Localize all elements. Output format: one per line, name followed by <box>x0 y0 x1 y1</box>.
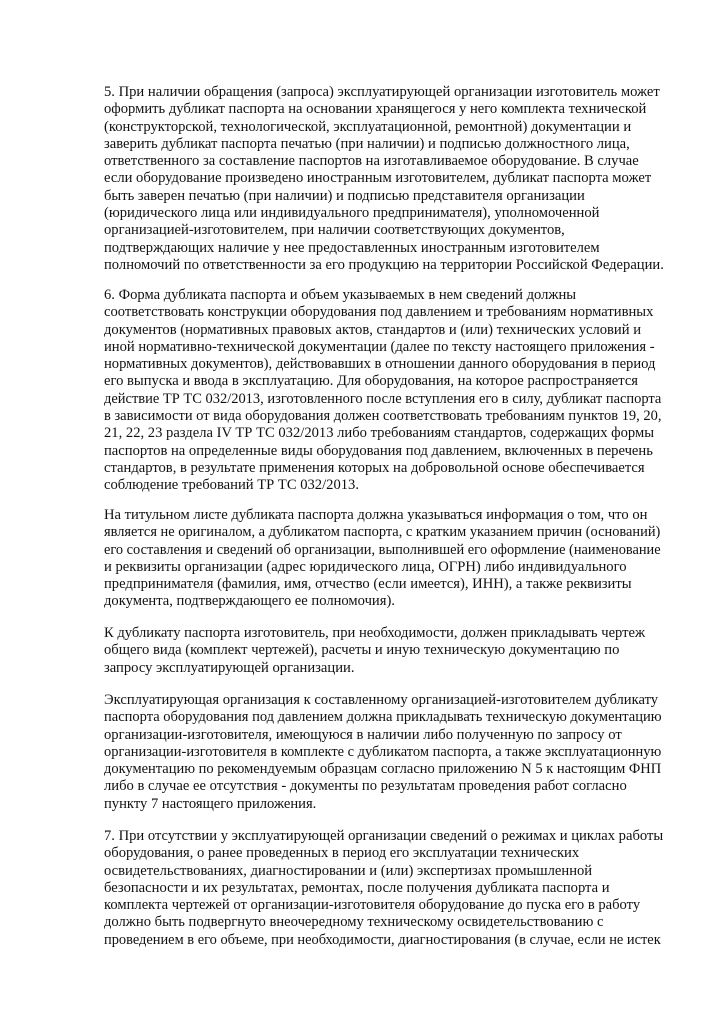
text-line: стандартов, в результате применения которых на добровольной основе обеспечивается <box>104 459 645 476</box>
text-line: соответствовать конструкции оборудования под давлением и требованиям нормативных <box>104 304 654 321</box>
text-line: (юридического лица или индивидуального предпринимателя), уполномоченной <box>104 205 600 222</box>
paragraph-drawings <box>104 625 664 677</box>
text-line: если оборудование произведено иностранным изготовителем, дубликат паспорта может <box>104 170 652 187</box>
text-line: организации-изготовителя, имеющуюся в наличии либо полученную по запросу от <box>104 726 622 743</box>
text-line: На титульном листе дубликата паспорта должна указываться информация о том, что он <box>104 507 648 523</box>
text-line: 5. При наличии обращения (запроса) эксплуатирующей организации изготовитель может <box>104 84 660 100</box>
text-line: Эксплуатирующая организация к составленному организацией-изготовителем дубликату <box>104 692 659 708</box>
text-line: К дубликату паспорта изготовитель, при необходимости, должен прикладывать чертеж <box>104 625 646 641</box>
text-line: соблюдение требований ТР ТС 032/2013. <box>104 477 359 494</box>
text-line: 7. При отсутствии у эксплуатирующей организации сведений о режимах и циклах работы <box>104 828 664 844</box>
text-line: паспорта оборудования под давлением должна прикладывать техническую документацию <box>104 709 662 726</box>
text-line: комплекта чертежей от организации-изготовителя оборудование до пуска его в работу <box>104 897 641 914</box>
text-line: документацию по рекомендуемым образцам согласно приложению N 5 к настоящим ФНП <box>104 761 662 778</box>
text-line: предпринимателя (фамилия, имя, отчество (если имеется), ИНН), а также реквизиты <box>104 576 632 593</box>
paragraph-7 <box>104 828 664 949</box>
text-line: является не оригиналом, а дубликатом паспорта, с кратким указанием причин (оснований) <box>104 524 661 541</box>
text-line: полномочий по ответственности за его продукцию на территории Российской Федерации. <box>104 256 664 273</box>
text-line: безопасности и их результатах, ремонтах, после получения дубликата паспорта и <box>104 879 610 896</box>
text-line: (конструкторской, технологической, эксплуатационной, ремонтной) документации и <box>104 118 632 135</box>
text-line: документов (нормативных правовых актов, стандартов и (или) технических условий и <box>104 321 642 338</box>
text-line: иной нормативно-технической документации (далее по тексту настоящего приложения - <box>104 338 655 355</box>
text-line: общего вида (комплект чертежей), расчеты и иную техническую документацию по <box>104 642 620 659</box>
text-line: 6. Форма дубликата паспорта и объем указываемых в нем сведений должны <box>104 287 577 303</box>
paragraph-5 <box>104 84 664 274</box>
paragraph-6 <box>104 287 664 495</box>
text-line: ответственного за составление паспортов на изготавливаемое оборудование. В случае <box>104 153 639 170</box>
text-line: действие ТР ТС 032/2013, изготовленного после вступления его в силу, дубликат паспорта <box>104 390 662 407</box>
text-line: должно быть подвергнуто внеочередному техническому освидетельствованию с <box>104 914 604 931</box>
text-line: в зависимости от вида оборудования должен соответствовать требованиям пунктов 19, 20, <box>104 408 662 425</box>
text-line: паспортов на определенные виды оборудования под давлением, включенных в перечень <box>104 442 653 459</box>
text-line: 21, 22, 23 раздела IV ТР ТС 032/2013 либо требованиям стандартов, содержащих формы <box>104 425 655 442</box>
paragraph-title-page <box>104 507 664 611</box>
text-line: организации-изготовителя в комплекте с дубликатом паспорта, а также эксплуатационную <box>104 743 662 760</box>
text-line: его составления и сведений об организации, выполнившей его оформление (наименование <box>104 541 661 558</box>
paragraph-operator <box>104 692 664 813</box>
text-line: оборудования, о ранее проведенных в период его эксплуатации технических <box>104 845 580 862</box>
text-line: освидетельствованиях, диагностировании и (или) экспертизах промышленной <box>104 862 593 879</box>
text-line: проведением в его объеме, при необходимости, диагностирования (в случае, если не истек <box>104 931 661 948</box>
text-line: нормативных документов), действовавших в отношении данного оборудования в период <box>104 356 656 373</box>
text-line: и реквизиты организации (адрес юридического лица, ОГРН) либо индивидуального <box>104 558 627 575</box>
text-line: организацией-изготовителем, при наличии соответствующих документов, <box>104 222 565 239</box>
text-line: либо в случае ее отсутствия - документы по результатам проведения работ согласно <box>104 778 627 795</box>
text-line: быть заверен печатью (при наличии) и подписью представителя организации <box>104 187 585 204</box>
text-line: оформить дубликат паспорта на основании хранящегося у него комплекта технической <box>104 101 647 118</box>
text-line: подтверждающих наличие у нее предоставленных иностранным изготовителем <box>104 239 600 256</box>
text-line: заверить дубликат паспорта печатью (при наличии) и подписью должностного лица, <box>104 135 630 152</box>
text-line: документа, подтверждающего ее полномочия). <box>104 593 395 610</box>
text-line: запросу эксплуатирующей организации. <box>104 659 355 676</box>
text-line: пункту 7 настоящего приложения. <box>104 795 317 812</box>
text-line: его выпуска и ввода в эксплуатацию. Для оборудования, на которое распространяется <box>104 373 639 390</box>
